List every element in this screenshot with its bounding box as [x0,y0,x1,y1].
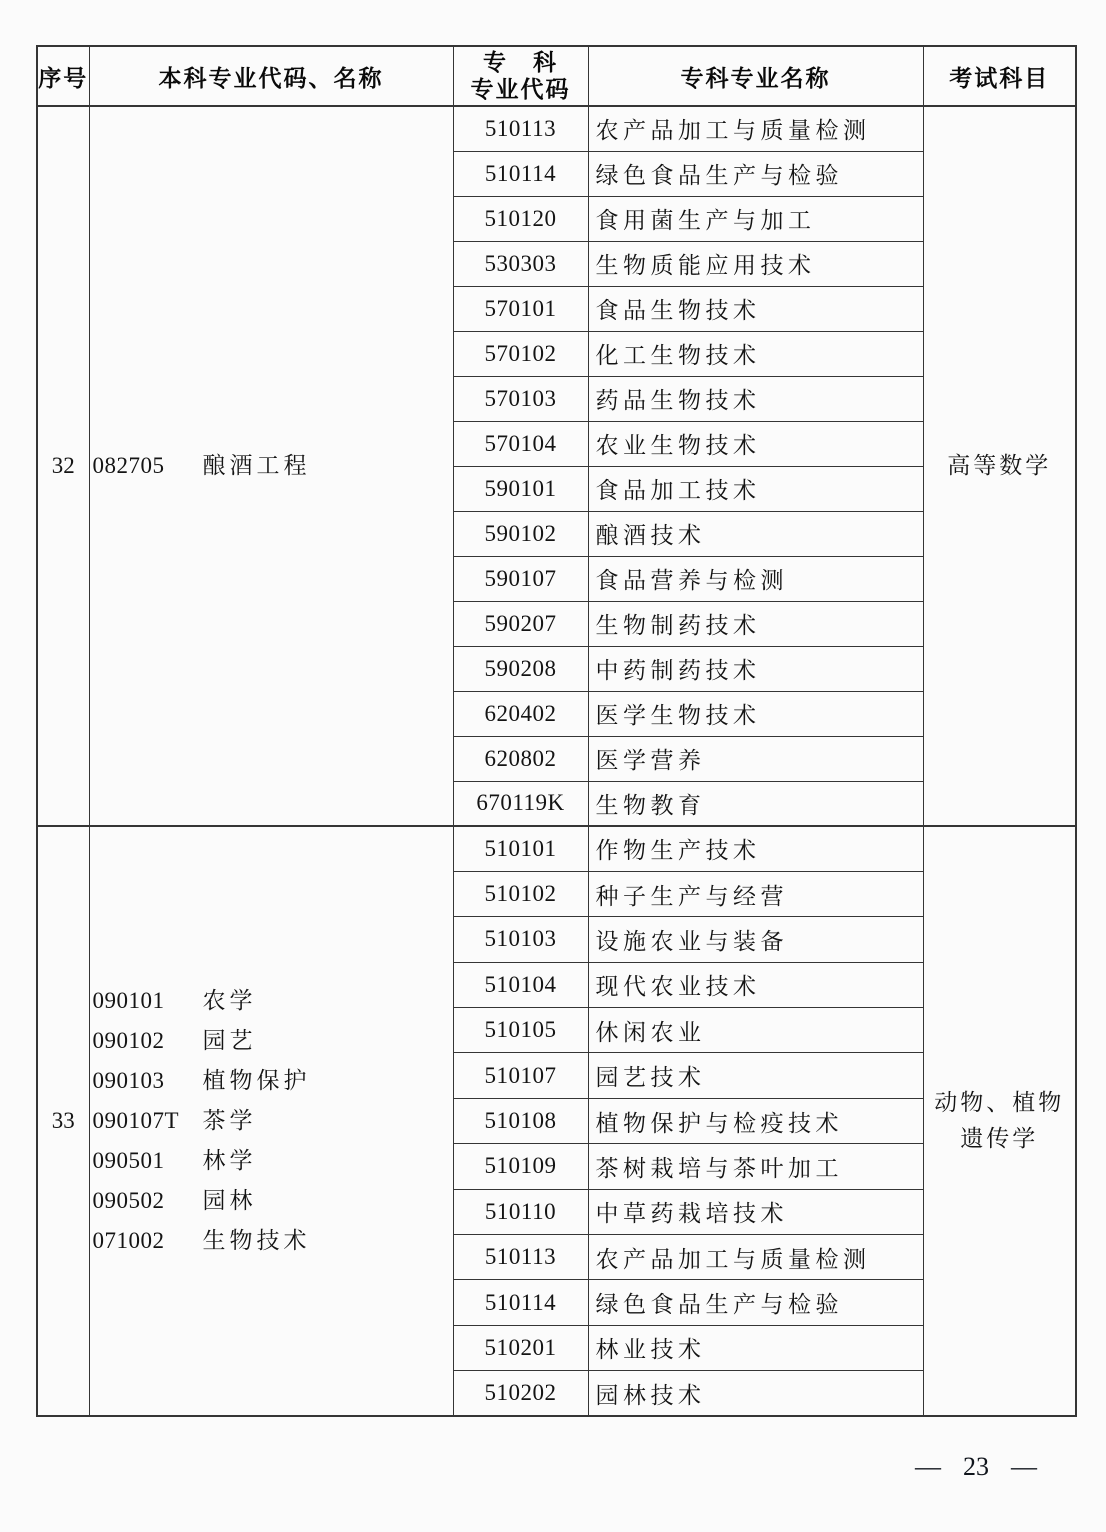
page-number [893,1452,1059,1482]
assoc-major-code-cell: 510108 [453,1098,588,1143]
assoc-major-code-cell: 590207 [453,601,588,646]
assoc-major-code-cell: 590102 [453,511,588,556]
seq-cell: 32 [37,106,89,826]
undergrad-majors-cell [89,106,453,826]
header-undergrad-code-name: 本科专业代码、名称 [89,46,453,106]
undergrad-major-code: 090107T [92,1108,180,1134]
undergrad-major-name: 茶学 [202,1108,257,1134]
assoc-major-name-cell: 作物生产技术 [588,826,923,871]
header-row [37,46,1076,106]
assoc-major-name-cell: 农产品加工与质量检测 [588,1235,923,1280]
undergrad-major-name: 园林 [202,1188,257,1214]
assoc-major-name-cell: 生物制药技术 [588,601,923,646]
assoc-major-code-cell: 510104 [453,962,588,1007]
undergrad-major-line [93,1181,453,1221]
assoc-major-code-cell: 570102 [453,331,588,376]
majors-table [36,45,1077,1417]
assoc-major-code-cell: 510114 [453,151,588,196]
assoc-major-code-cell: 570104 [453,421,588,466]
assoc-major-code-cell: 510109 [453,1144,588,1189]
exam-subject-line: 高等数学 [947,453,1052,478]
undergrad-major-code: 090501 [92,1148,165,1174]
undergrad-major-code: 090102 [92,1028,165,1054]
assoc-major-code-cell: 510101 [453,826,588,871]
undergrad-major-line [93,1061,453,1101]
assoc-major-code-cell: 530303 [453,241,588,286]
undergrad-major-name: 农学 [202,988,257,1014]
undergrad-major-name: 园艺 [202,1028,257,1054]
assoc-major-name-cell: 化工生物技术 [588,331,923,376]
undergrad-major-name: 林学 [202,1148,257,1174]
undergrad-major-code: 090101 [92,988,165,1014]
undergrad-major-code: 090502 [92,1188,165,1214]
assoc-major-code-cell: 620402 [453,691,588,736]
undergrad-major-line [93,981,453,1021]
assoc-major-name-cell: 酿酒技术 [588,511,923,556]
undergrad-major-name: 酿酒工程 [202,453,311,478]
undergrad-major-line [93,1021,453,1061]
assoc-major-name-cell: 园艺技术 [588,1053,923,1098]
seq-cell: 33 [37,826,89,1416]
assoc-major-name-cell: 药品生物技术 [588,376,923,421]
undergrad-major-code: 090103 [92,1068,165,1094]
assoc-major-name-cell: 食品营养与检测 [588,556,923,601]
assoc-major-name-cell: 食品生物技术 [588,286,923,331]
undergrad-major-line [93,1221,453,1261]
table-row [37,826,1076,871]
assoc-major-name-cell: 绿色食品生产与检验 [588,151,923,196]
assoc-major-code-cell: 510107 [453,1053,588,1098]
assoc-major-code-cell: 510102 [453,871,588,916]
exam-subject-cell [923,826,1076,1416]
undergrad-major-line [93,1141,453,1181]
assoc-major-name-cell: 茶树栽培与茶叶加工 [588,1144,923,1189]
header-assoc-name: 专科专业名称 [588,46,923,106]
assoc-major-name-cell: 园林技术 [588,1371,923,1416]
assoc-major-name-cell: 植物保护与检疫技术 [588,1098,923,1143]
assoc-major-code-cell: 510120 [453,196,588,241]
page-number-value: 23 [963,1452,989,1481]
assoc-major-code-cell: 590107 [453,556,588,601]
assoc-major-code-cell: 510110 [453,1189,588,1234]
assoc-major-code-cell: 590208 [453,646,588,691]
undergrad-major-name: 植物保护 [202,1068,311,1094]
header-seq: 序号 [37,46,89,106]
assoc-major-name-cell: 医学生物技术 [588,691,923,736]
assoc-major-code-cell: 510113 [453,106,588,151]
assoc-major-code-cell: 510103 [453,917,588,962]
header-assoc-code-line1: 专 科 [483,49,558,75]
assoc-major-code-cell: 510105 [453,1008,588,1053]
assoc-major-code-cell: 570103 [453,376,588,421]
assoc-major-name-cell: 生物质能应用技术 [588,241,923,286]
undergrad-major-name: 生物技术 [202,1228,311,1254]
assoc-major-name-cell: 休闲农业 [588,1008,923,1053]
exam-subject-line: 遗传学 [960,1126,1039,1152]
assoc-major-name-cell: 中药制药技术 [588,646,923,691]
header-exam-subject: 考试科目 [923,46,1076,106]
exam-subject-line: 动物、植物 [934,1090,1065,1116]
assoc-major-code-cell: 510202 [453,1371,588,1416]
assoc-major-name-cell: 种子生产与经营 [588,871,923,916]
table-row [37,106,1076,151]
assoc-major-name-cell: 食用菌生产与加工 [588,196,923,241]
assoc-major-name-cell: 农产品加工与质量检测 [588,106,923,151]
page-number-dash-left: — [915,1452,941,1481]
header-assoc-code-line2: 专业代码 [470,76,571,102]
undergrad-major-code: 071002 [92,1228,165,1254]
assoc-major-name-cell: 林业技术 [588,1325,923,1370]
header-assoc-code [453,46,588,106]
assoc-major-code-cell: 510114 [453,1280,588,1325]
assoc-major-code-cell: 590101 [453,466,588,511]
assoc-major-name-cell: 现代农业技术 [588,962,923,1007]
page-number-dash-right: — [1011,1452,1037,1481]
exam-subject-cell [923,106,1076,826]
assoc-major-name-cell: 生物教育 [588,781,923,826]
assoc-major-code-cell: 510113 [453,1235,588,1280]
assoc-major-name-cell: 绿色食品生产与检验 [588,1280,923,1325]
assoc-major-name-cell: 食品加工技术 [588,466,923,511]
undergrad-major-line [93,1101,453,1141]
majors-table-wrap [36,45,1077,1417]
assoc-major-code-cell: 510201 [453,1325,588,1370]
assoc-major-code-cell: 570101 [453,286,588,331]
undergrad-majors-cell [89,826,453,1416]
assoc-major-code-cell: 670119K [453,781,588,826]
undergrad-major-line [93,446,453,486]
assoc-major-name-cell: 中草药栽培技术 [588,1189,923,1234]
assoc-major-name-cell: 医学营养 [588,736,923,781]
assoc-major-name-cell: 设施农业与装备 [588,917,923,962]
assoc-major-name-cell: 农业生物技术 [588,421,923,466]
assoc-major-code-cell: 620802 [453,736,588,781]
undergrad-major-code: 082705 [92,453,165,478]
